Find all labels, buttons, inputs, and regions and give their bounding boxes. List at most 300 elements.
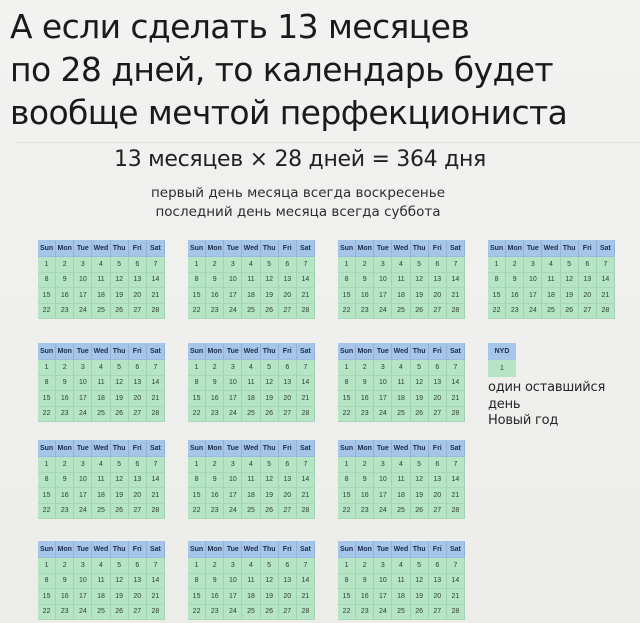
day-cell: 1	[188, 257, 206, 273]
day-cell: 7	[147, 360, 165, 376]
day-cell: 10	[224, 473, 242, 489]
day-cell: 7	[447, 360, 465, 376]
day-cell: 15	[38, 589, 56, 605]
day-cell: 12	[111, 273, 129, 289]
day-header-cell: Fri	[279, 541, 297, 558]
day-cell: 11	[392, 473, 410, 489]
day-cell: 9	[56, 273, 74, 289]
day-header-cell: Sat	[297, 541, 315, 558]
day-cell: 26	[111, 304, 129, 320]
day-cell: 14	[297, 574, 315, 590]
day-cell: 11	[92, 473, 110, 489]
day-header-cell: Tue	[224, 240, 242, 257]
day-cell: 10	[374, 473, 392, 489]
day-cell: 14	[147, 473, 165, 489]
day-cell: 20	[279, 288, 297, 304]
day-cell: 22	[188, 504, 206, 520]
day-cell: 9	[206, 574, 224, 590]
day-header-cell: Mon	[56, 240, 74, 257]
day-header-cell: Fri	[429, 343, 447, 360]
day-header-cell: Sun	[338, 240, 356, 257]
day-cell: 5	[261, 257, 279, 273]
day-cell: 2	[56, 257, 74, 273]
day-cell: 12	[261, 473, 279, 489]
day-cell: 8	[188, 473, 206, 489]
day-cell: 22	[188, 605, 206, 621]
day-cell: 10	[74, 574, 92, 590]
calendar-body	[338, 457, 465, 519]
day-cell: 6	[279, 457, 297, 473]
day-cell: 10	[224, 273, 242, 289]
day-cell: 28	[147, 407, 165, 423]
day-cell: 16	[506, 288, 524, 304]
day-cell: 18	[392, 391, 410, 407]
day-header-cell: Fri	[579, 240, 597, 257]
day-header-cell: Tue	[374, 240, 392, 257]
calendar-header-row	[338, 541, 465, 558]
day-cell: 24	[374, 605, 392, 621]
day-cell: 8	[38, 574, 56, 590]
day-header-cell: Mon	[356, 440, 374, 457]
day-cell: 28	[447, 504, 465, 520]
day-header-cell: Thu	[261, 440, 279, 457]
day-header-cell: Wed	[392, 343, 410, 360]
day-cell: 6	[429, 457, 447, 473]
day-cell: 6	[129, 257, 147, 273]
day-header-cell: Tue	[374, 541, 392, 558]
day-cell: 9	[356, 376, 374, 392]
month-calendar	[38, 440, 165, 519]
day-cell: 11	[92, 376, 110, 392]
day-cell: 20	[129, 391, 147, 407]
day-cell: 17	[74, 589, 92, 605]
day-cell: 9	[206, 273, 224, 289]
nyd-header: NYD	[488, 343, 516, 360]
day-cell: 25	[392, 407, 410, 423]
day-cell: 14	[297, 473, 315, 489]
day-cell: 1	[38, 558, 56, 574]
day-cell: 10	[74, 376, 92, 392]
day-cell: 14	[447, 574, 465, 590]
day-cell: 19	[261, 391, 279, 407]
day-cell: 20	[429, 589, 447, 605]
day-cell: 25	[392, 605, 410, 621]
day-cell: 22	[38, 304, 56, 320]
calendar-header-row	[188, 440, 315, 457]
day-header-cell: Mon	[356, 343, 374, 360]
day-cell: 16	[356, 589, 374, 605]
day-cell: 24	[374, 304, 392, 320]
day-cell: 17	[224, 288, 242, 304]
day-cell: 26	[411, 605, 429, 621]
day-cell: 25	[542, 304, 560, 320]
day-cell: 12	[111, 574, 129, 590]
nyd-caption	[488, 380, 640, 430]
day-header-cell: Wed	[392, 240, 410, 257]
day-cell: 25	[242, 407, 260, 423]
day-cell: 20	[429, 288, 447, 304]
day-cell: 20	[279, 391, 297, 407]
day-header-cell: Mon	[506, 240, 524, 257]
day-cell: 24	[224, 304, 242, 320]
nyd-caption-line-1: один оставшийся день	[488, 380, 606, 412]
day-cell: 11	[392, 574, 410, 590]
month-calendar	[188, 240, 315, 319]
day-header-cell: Tue	[74, 240, 92, 257]
day-cell: 2	[506, 257, 524, 273]
day-cell: 10	[74, 273, 92, 289]
day-cell: 25	[92, 304, 110, 320]
day-cell: 15	[188, 288, 206, 304]
day-cell: 7	[297, 457, 315, 473]
day-cell: 6	[279, 257, 297, 273]
day-cell: 11	[542, 273, 560, 289]
day-cell: 6	[429, 558, 447, 574]
day-cell: 10	[74, 473, 92, 489]
day-header-cell: Sat	[447, 343, 465, 360]
day-cell: 26	[561, 304, 579, 320]
day-cell: 4	[392, 257, 410, 273]
day-header-cell: Sun	[338, 440, 356, 457]
day-cell: 21	[447, 391, 465, 407]
day-cell: 17	[74, 488, 92, 504]
day-header-cell: Sun	[38, 343, 56, 360]
day-cell: 20	[429, 488, 447, 504]
day-cell: 1	[338, 257, 356, 273]
day-cell: 22	[338, 407, 356, 423]
day-cell: 2	[356, 257, 374, 273]
day-header-cell: Wed	[242, 440, 260, 457]
day-cell: 13	[279, 574, 297, 590]
day-cell: 23	[206, 504, 224, 520]
day-cell: 21	[447, 488, 465, 504]
day-cell: 26	[261, 407, 279, 423]
day-cell: 15	[188, 391, 206, 407]
day-cell: 27	[129, 304, 147, 320]
calendar-header-row	[188, 343, 315, 360]
note-line-1: первый день месяца всегда воскресенье	[150, 185, 446, 201]
day-cell: 5	[561, 257, 579, 273]
day-header-cell: Fri	[129, 240, 147, 257]
day-cell: 25	[92, 504, 110, 520]
day-cell: 3	[374, 457, 392, 473]
nyd-day-cell: 1	[488, 360, 516, 377]
day-cell: 24	[374, 504, 392, 520]
day-cell: 2	[56, 457, 74, 473]
day-cell: 5	[261, 558, 279, 574]
day-cell: 9	[356, 473, 374, 489]
day-header-cell: Sun	[38, 440, 56, 457]
day-header-cell: Sat	[147, 343, 165, 360]
day-cell: 12	[261, 376, 279, 392]
day-header-cell: Thu	[261, 240, 279, 257]
day-cell: 21	[297, 288, 315, 304]
day-cell: 22	[38, 605, 56, 621]
day-cell: 16	[356, 488, 374, 504]
title-line-3: вообще мечтой перфекциониста	[10, 93, 568, 132]
divider	[14, 142, 640, 143]
day-header-cell: Sun	[188, 240, 206, 257]
day-cell: 24	[374, 407, 392, 423]
day-header-cell: Thu	[111, 343, 129, 360]
day-cell: 16	[206, 391, 224, 407]
day-cell: 20	[129, 488, 147, 504]
day-cell: 14	[447, 376, 465, 392]
day-header-cell: Sat	[147, 440, 165, 457]
day-cell: 28	[297, 407, 315, 423]
day-cell: 17	[374, 589, 392, 605]
day-cell: 14	[147, 273, 165, 289]
day-cell: 21	[297, 488, 315, 504]
day-cell: 23	[356, 407, 374, 423]
day-header-cell: Fri	[129, 343, 147, 360]
day-header-cell: Mon	[206, 240, 224, 257]
day-cell: 27	[279, 304, 297, 320]
day-cell: 27	[429, 605, 447, 621]
day-cell: 22	[338, 304, 356, 320]
day-cell: 13	[429, 574, 447, 590]
day-cell: 22	[338, 605, 356, 621]
day-cell: 3	[74, 558, 92, 574]
day-cell: 26	[261, 304, 279, 320]
day-cell: 3	[524, 257, 542, 273]
day-cell: 7	[597, 257, 615, 273]
day-cell: 19	[261, 488, 279, 504]
day-cell: 21	[297, 589, 315, 605]
day-header-cell: Sat	[447, 541, 465, 558]
day-cell: 4	[242, 558, 260, 574]
day-cell: 28	[597, 304, 615, 320]
day-header-cell: Mon	[56, 541, 74, 558]
day-header-cell: Sun	[38, 541, 56, 558]
day-cell: 9	[56, 473, 74, 489]
day-cell: 3	[374, 558, 392, 574]
day-cell: 14	[147, 574, 165, 590]
day-header-cell: Fri	[129, 440, 147, 457]
day-cell: 27	[129, 407, 147, 423]
day-cell: 8	[338, 376, 356, 392]
day-cell: 26	[411, 407, 429, 423]
calendar-body	[188, 457, 315, 519]
day-cell: 13	[129, 376, 147, 392]
day-header-cell: Fri	[429, 541, 447, 558]
day-header-cell: Sun	[338, 343, 356, 360]
day-header-cell: Tue	[74, 440, 92, 457]
day-cell: 19	[111, 488, 129, 504]
month-calendar	[338, 541, 465, 620]
day-cell: 7	[447, 257, 465, 273]
day-cell: 13	[579, 273, 597, 289]
day-cell: 23	[206, 605, 224, 621]
day-cell: 2	[206, 558, 224, 574]
note-line-2: последний день месяца всегда суббота	[155, 204, 441, 220]
day-cell: 12	[411, 473, 429, 489]
day-cell: 2	[206, 457, 224, 473]
day-cell: 11	[242, 473, 260, 489]
day-cell: 23	[206, 407, 224, 423]
day-cell: 16	[56, 488, 74, 504]
day-cell: 5	[111, 360, 129, 376]
month-calendar	[188, 343, 315, 422]
day-cell: 7	[297, 558, 315, 574]
month-calendar	[488, 240, 615, 319]
day-cell: 26	[261, 605, 279, 621]
day-header-cell: Tue	[524, 240, 542, 257]
day-cell: 1	[338, 360, 356, 376]
day-cell: 7	[297, 360, 315, 376]
day-cell: 6	[429, 257, 447, 273]
day-cell: 17	[74, 288, 92, 304]
day-cell: 22	[188, 407, 206, 423]
day-header-cell: Sun	[38, 240, 56, 257]
day-header-cell: Mon	[206, 541, 224, 558]
day-cell: 23	[56, 605, 74, 621]
day-cell: 9	[356, 273, 374, 289]
day-header-cell: Fri	[429, 440, 447, 457]
day-cell: 24	[224, 407, 242, 423]
day-cell: 17	[374, 288, 392, 304]
day-cell: 15	[38, 391, 56, 407]
day-cell: 4	[542, 257, 560, 273]
day-cell: 18	[92, 589, 110, 605]
day-cell: 24	[524, 304, 542, 320]
day-header-cell: Sat	[147, 541, 165, 558]
day-cell: 10	[524, 273, 542, 289]
day-cell: 7	[147, 257, 165, 273]
day-cell: 28	[147, 304, 165, 320]
nyd-caption-line-2: Новый год	[488, 413, 559, 428]
day-cell: 17	[224, 589, 242, 605]
day-cell: 16	[356, 288, 374, 304]
day-cell: 28	[147, 605, 165, 621]
day-cell: 3	[374, 360, 392, 376]
day-cell: 10	[224, 574, 242, 590]
day-cell: 5	[111, 457, 129, 473]
day-cell: 12	[411, 574, 429, 590]
calendar-header-row	[38, 343, 165, 360]
day-cell: 9	[206, 473, 224, 489]
day-cell: 23	[206, 304, 224, 320]
day-cell: 13	[429, 273, 447, 289]
day-cell: 4	[242, 457, 260, 473]
day-cell: 24	[224, 504, 242, 520]
day-cell: 3	[374, 257, 392, 273]
day-header-cell: Sun	[188, 343, 206, 360]
day-cell: 15	[38, 488, 56, 504]
day-cell: 4	[92, 558, 110, 574]
day-cell: 3	[224, 257, 242, 273]
day-cell: 27	[279, 407, 297, 423]
calendar-body	[338, 257, 465, 319]
day-cell: 24	[224, 605, 242, 621]
day-cell: 23	[356, 504, 374, 520]
day-cell: 7	[297, 257, 315, 273]
calendar-header-row	[188, 240, 315, 257]
day-header-cell: Sat	[147, 240, 165, 257]
day-cell: 10	[224, 376, 242, 392]
day-header-cell: Wed	[92, 343, 110, 360]
day-header-cell: Thu	[411, 440, 429, 457]
day-header-cell: Mon	[206, 440, 224, 457]
calendar-body	[188, 257, 315, 319]
day-cell: 28	[297, 304, 315, 320]
day-cell: 23	[56, 304, 74, 320]
month-calendar	[38, 541, 165, 620]
day-cell: 19	[111, 589, 129, 605]
day-cell: 5	[261, 360, 279, 376]
day-cell: 16	[56, 288, 74, 304]
day-cell: 7	[447, 558, 465, 574]
day-cell: 5	[111, 257, 129, 273]
day-cell: 14	[447, 273, 465, 289]
day-cell: 17	[224, 391, 242, 407]
day-cell: 28	[447, 605, 465, 621]
day-header-cell: Fri	[279, 440, 297, 457]
day-header-cell: Fri	[279, 240, 297, 257]
day-cell: 8	[38, 473, 56, 489]
day-cell: 13	[129, 273, 147, 289]
day-cell: 26	[111, 407, 129, 423]
day-cell: 10	[374, 574, 392, 590]
day-cell: 14	[447, 473, 465, 489]
month-calendar	[38, 240, 165, 319]
day-cell: 6	[279, 558, 297, 574]
day-cell: 15	[188, 589, 206, 605]
day-header-cell: Fri	[279, 343, 297, 360]
day-cell: 18	[92, 391, 110, 407]
day-cell: 1	[188, 457, 206, 473]
day-cell: 10	[374, 376, 392, 392]
day-cell: 1	[38, 257, 56, 273]
day-cell: 16	[56, 589, 74, 605]
notes	[0, 184, 596, 222]
day-cell: 27	[429, 504, 447, 520]
day-header-cell: Wed	[242, 240, 260, 257]
day-cell: 7	[447, 457, 465, 473]
day-cell: 15	[188, 488, 206, 504]
day-cell: 21	[147, 589, 165, 605]
day-cell: 24	[74, 407, 92, 423]
day-header-cell: Mon	[356, 240, 374, 257]
day-header-cell: Sat	[447, 440, 465, 457]
day-cell: 13	[429, 376, 447, 392]
day-cell: 25	[242, 605, 260, 621]
day-cell: 14	[147, 376, 165, 392]
day-cell: 17	[224, 488, 242, 504]
day-cell: 19	[261, 288, 279, 304]
day-header-cell: Tue	[74, 343, 92, 360]
day-cell: 1	[188, 360, 206, 376]
day-cell: 3	[74, 360, 92, 376]
day-header-cell: Fri	[429, 240, 447, 257]
day-cell: 11	[92, 574, 110, 590]
day-cell: 25	[92, 605, 110, 621]
day-header-cell: Sat	[447, 240, 465, 257]
day-cell: 18	[242, 391, 260, 407]
day-cell: 21	[147, 391, 165, 407]
day-cell: 17	[74, 391, 92, 407]
day-cell: 16	[206, 589, 224, 605]
day-cell: 4	[92, 360, 110, 376]
month-calendar	[338, 440, 465, 519]
day-cell: 8	[338, 574, 356, 590]
calendar-body	[188, 558, 315, 620]
day-cell: 9	[506, 273, 524, 289]
month-calendar	[338, 343, 465, 422]
day-cell: 21	[597, 288, 615, 304]
calendar-body	[38, 360, 165, 422]
day-cell: 6	[279, 360, 297, 376]
